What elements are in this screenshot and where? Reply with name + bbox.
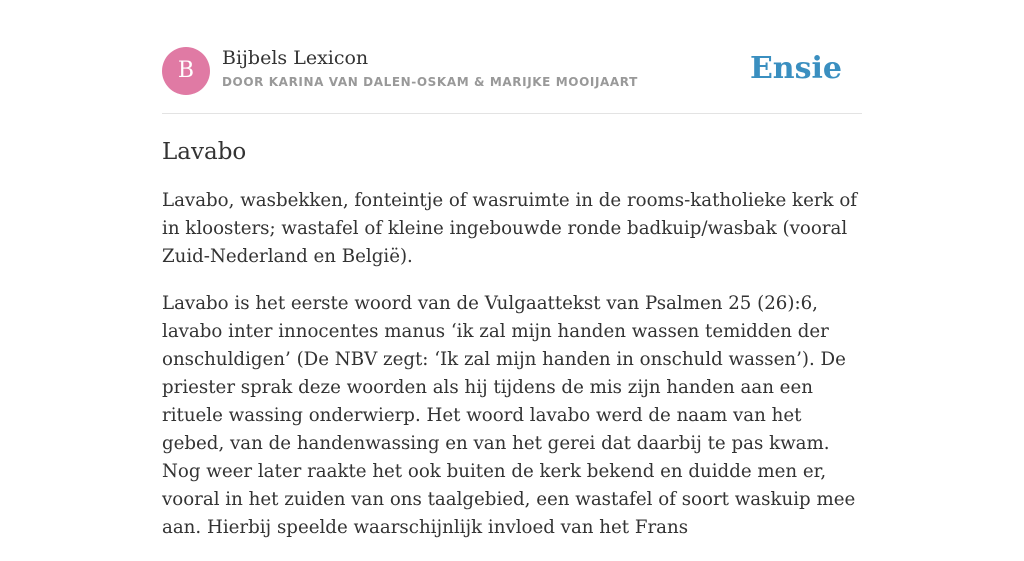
divider <box>162 113 862 114</box>
lexicon-header <box>162 46 862 96</box>
entry-paragraph: Lavabo is het eerste woord van de Vulgaattekst van Psalmen 25 (26):6, lavabo inter innocentes manus ‘ik zal mijn handen wassen temidden der onschuldigen’ (De NBV zegt: ‘Ik zal mijn handen in onschuld wassen’). De priester sprak deze woorden als hij tijdens de mis zijn handen aan een rituele wassing onderwierp. Het woord lavabo werd de naam van het gebed, van de handenwassing en van het gerei dat daarbij te pas kwam. Nog weer later raakte het ook buiten de kerk bekend en duidde men er, vooral in het zuiden van ons taalgebied, een wastafel of soort waskuip mee aan. Hierbij speelde waarschijnlijk invloed van het Frans <box>162 293 856 538</box>
avatar[interactable]: B <box>162 47 210 95</box>
brand-logo[interactable]: Ensie <box>749 51 842 86</box>
authors-line: DOOR KARINA VAN DALEN-OSKAM & MARIJKE MOOIJAART <box>222 75 638 89</box>
lexicon-title[interactable]: Bijbels Lexicon <box>222 47 369 69</box>
entry-title: Lavabo <box>162 139 247 165</box>
article <box>162 136 862 561</box>
entry-paragraph: Lavabo, wasbekken, fonteintje of wasruimte in de rooms-katholieke kerk of in kloosters; wastafel of kleine ingebouwde ronde badkuip/wasbak (vooral Zuid-Nederland en België). <box>162 190 858 267</box>
